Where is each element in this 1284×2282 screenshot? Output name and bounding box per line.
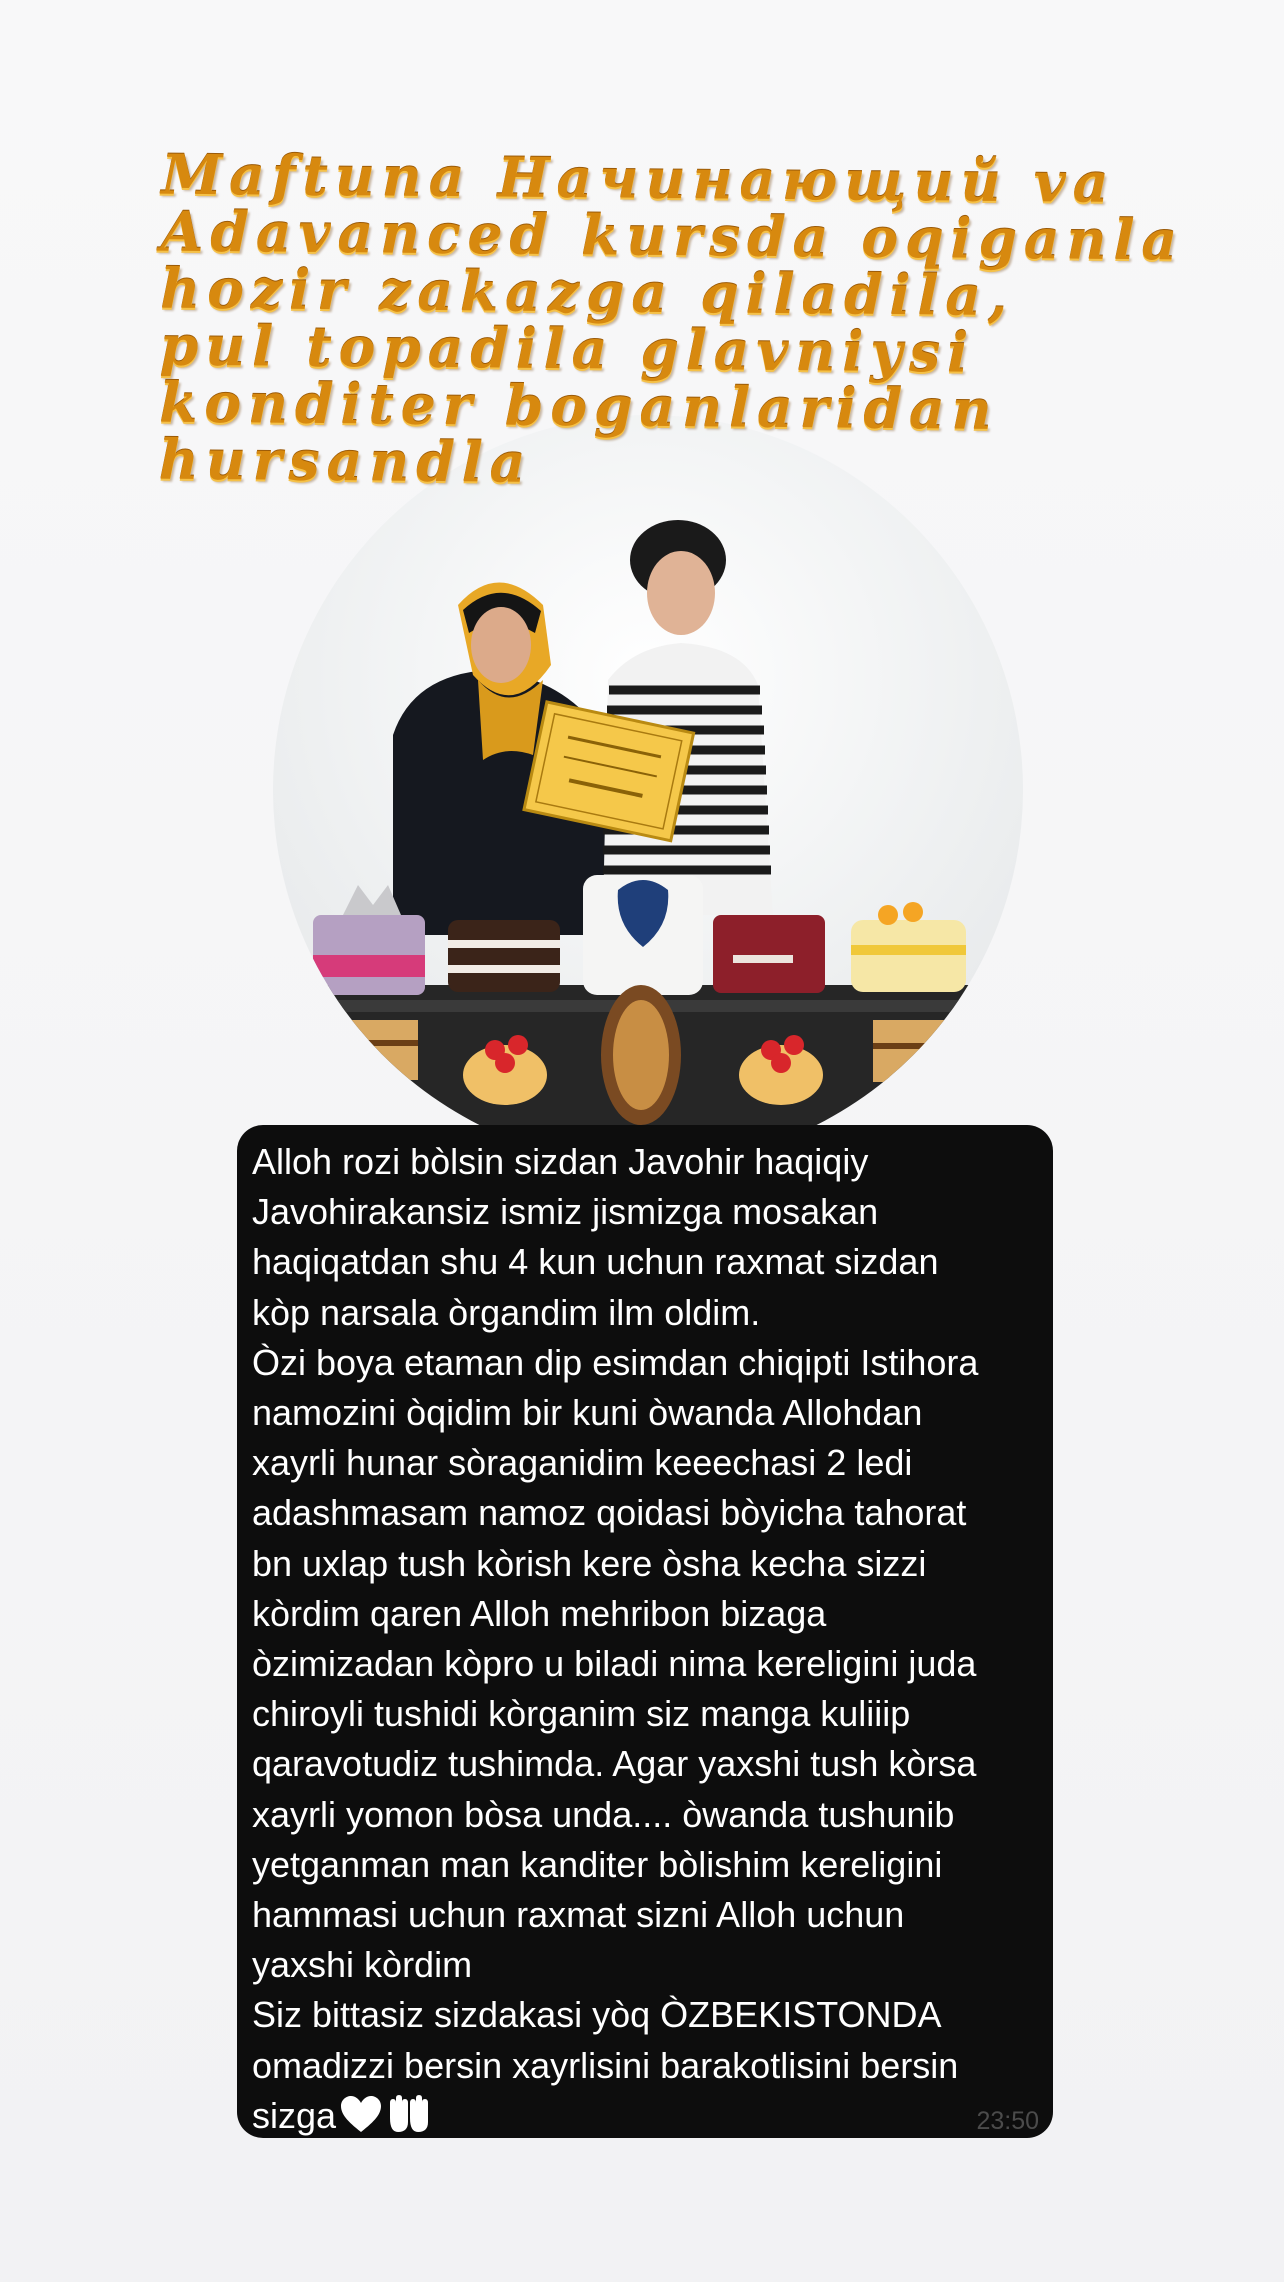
headline-line: hozir zakazga qiladila,	[159, 255, 1015, 329]
message-bubble[interactable]	[237, 1125, 1053, 2138]
students-with-cakes-photo	[273, 415, 1023, 1165]
message-text: Alloh rozi bòlsin sizdan Javohir haqiqiy Javohirakansiz ismiz jismizga mosakan haqiqatdan shu 4 kun uchun raxmat sizdan kòp narsala òrgandim ilm oldim. Òzi boya etaman dip esimdan chiqipti Istihora namozini òqidim bir kuni òwanda Allohdan xayrli hunar sòraganidim keeechasi 2 ledi adashmasam namoz qoidasi bòyicha tahorat bn uxlap tush kòrish kere òsha kecha sizzi kòrdim qaren Alloh mehribon bizaga òzimizadan kòpro u biladi nima kereligini juda chiroyli tushidi kòrganim siz manga kuliiip qaravotudiz tushimda. Agar yaxshi tush kòrsa xayrli yomon bòsa unda.... òwanda tushunib yetganman man kanditer bòlishim kereligini hammasi uchun raxmat sizni Alloh uchun yaxshi kòrdim Siz bittasiz sizdakasi yòq ÒZBEKISTONDA omadizzi bersin xayrlisini barakotlisini bersin sizga	[252, 1141, 979, 2136]
headline-line: hursandla	[158, 426, 533, 495]
story-headline	[158, 141, 1185, 497]
headline-line: Maftuna Начинающий va	[160, 141, 1116, 215]
man-figure	[603, 520, 773, 915]
white-heart-icon	[339, 2094, 383, 2147]
headline-line: pul topadila glavniysi	[159, 312, 976, 385]
message-timestamp: 23:50	[976, 2107, 1039, 2135]
headline-line: konditer boganlaridan	[158, 369, 999, 442]
raising-hands-icon	[386, 2094, 432, 2147]
headline-line: Adavanced kursda oqiganla	[160, 198, 1185, 273]
photo-illustration	[273, 415, 1023, 1165]
